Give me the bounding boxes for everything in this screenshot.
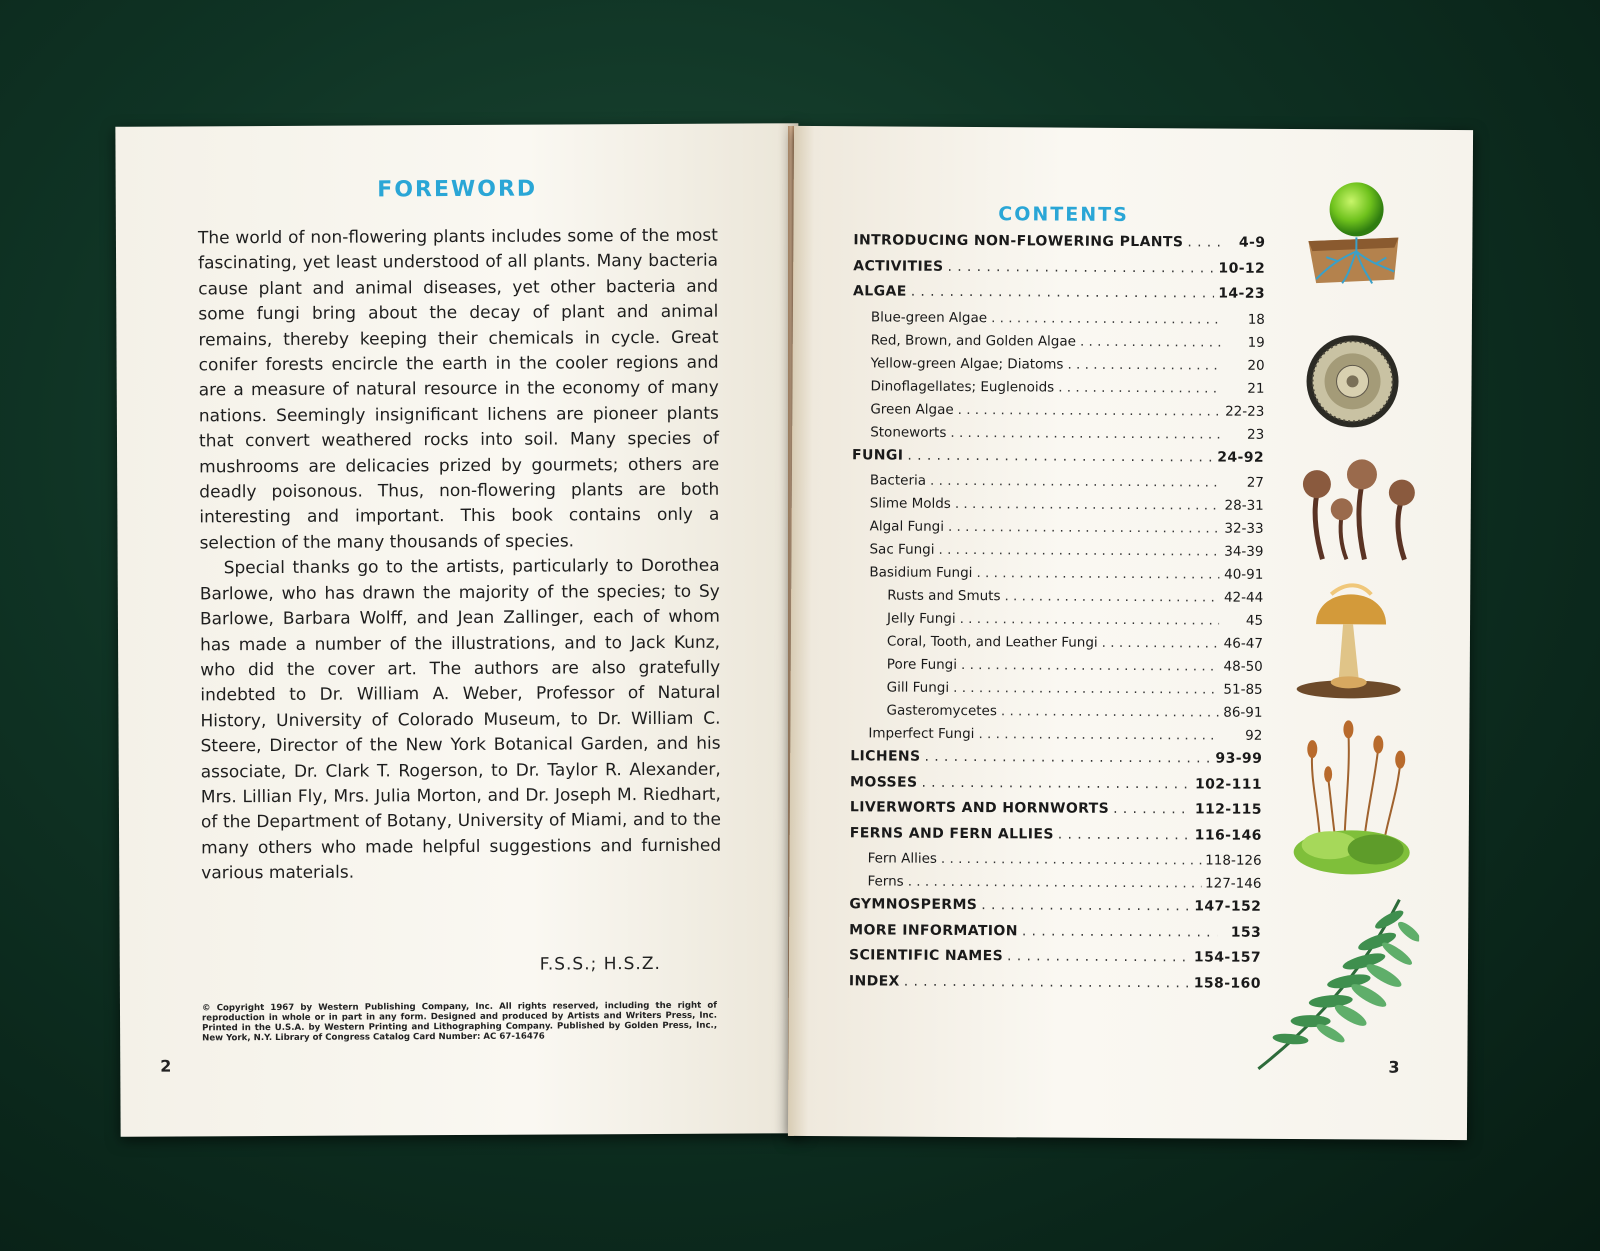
toc-leader-dots xyxy=(924,749,1211,767)
toc-entry-label: Dinoflagellates; Euglenoids xyxy=(870,377,1055,396)
toc-entry-pages: 93-99 xyxy=(1215,750,1263,767)
author-initials: F.S.S.; H.S.Z. xyxy=(539,953,661,975)
toc-entry-pages: 42-44 xyxy=(1223,589,1264,606)
toc-entry-label: INTRODUCING NON-FLOWERING PLANTS xyxy=(853,232,1184,251)
toc-leader-dots xyxy=(908,874,1201,892)
toc-entry xyxy=(850,850,1262,876)
toc-leader-dots xyxy=(948,519,1220,537)
toc-entry-pages: 147-152 xyxy=(1194,898,1262,915)
toc-entry xyxy=(849,947,1261,975)
toc-entry-pages: 14-23 xyxy=(1218,285,1266,302)
toc-entry-pages: 127-146 xyxy=(1205,875,1262,892)
toc-entry xyxy=(853,232,1265,260)
toc-entry-label: ACTIVITIES xyxy=(853,257,944,275)
toc-entry-label: Gill Fungi xyxy=(886,679,950,696)
left-page xyxy=(115,123,803,1137)
toc-leader-dots xyxy=(1004,588,1219,605)
foreword-paragraph-1: The world of non-flowering plants includes some of the most fascinating, yet least understood of all plants. Many bacteria cause plant and animal diseases, yet other bacteria and some fungi bring about the decay of plant and animal remains, thereby keeping their chemicals in cycle. Great conifer forests encircle the earth in the cooler regions and are a measure of natural resource in the economy of many nations. Seemingly insignificant lichens are pioneer plants that convert weathered rocks into soil. Many species of mushrooms are delicacies prized by gourmets; others are deadly poisonous. Thus, non-flowering plants are both interesting and important. This book contains only a selection of the many thousands of species. xyxy=(197,225,720,554)
toc-leader-dots xyxy=(1113,801,1191,817)
toc-entry xyxy=(852,472,1264,498)
foreword-body xyxy=(198,224,721,887)
toc-entry xyxy=(851,610,1263,636)
toc-leader-dots xyxy=(960,611,1220,629)
toc-entry-pages: 20 xyxy=(1247,357,1265,374)
toc-entry xyxy=(852,447,1264,475)
toc-leader-dots xyxy=(1058,826,1191,843)
toc-entry xyxy=(850,799,1262,827)
toc-entry-pages: 51-85 xyxy=(1223,681,1263,698)
toc-leader-dots xyxy=(907,447,1213,465)
toc-entry-label: LICHENS xyxy=(850,748,921,765)
toc-entry-label: Coral, Tooth, and Leather Fungi xyxy=(886,633,1098,651)
toc-leader-dots xyxy=(950,424,1220,442)
toc-entry-pages: 4-9 xyxy=(1238,234,1266,251)
toc-entry-pages: 86-91 xyxy=(1223,704,1263,721)
toc-entry xyxy=(851,656,1263,682)
toc-entry-label: Rusts and Smuts xyxy=(887,587,1001,605)
toc-entry-label: SCIENTIFIC NAMES xyxy=(848,947,1004,965)
toc-entry-label: Stoneworts xyxy=(870,423,947,441)
toc-entry-pages: 18 xyxy=(1247,311,1265,328)
toc-entry xyxy=(853,309,1265,335)
toc-leader-dots xyxy=(1187,234,1221,250)
toc-leader-dots xyxy=(1001,703,1219,720)
toc-entry xyxy=(852,378,1264,404)
toc-entry xyxy=(851,633,1263,659)
toc-entry xyxy=(852,424,1264,450)
mushroom-illustration xyxy=(1291,569,1412,705)
toc-leader-dots xyxy=(1058,379,1220,396)
toc-leader-dots xyxy=(953,680,1219,698)
toc-leader-dots xyxy=(961,657,1219,675)
toc-entry-pages: 10-12 xyxy=(1218,260,1266,277)
toc-entry-label: Slime Molds xyxy=(869,495,951,512)
toc-entry-pages: 154-157 xyxy=(1193,949,1262,966)
page-number-right: 3 xyxy=(1388,1057,1400,1077)
toc-leader-dots xyxy=(921,774,1191,792)
toc-entry-label: Ferns xyxy=(867,873,904,890)
toc-entry-pages: 32-33 xyxy=(1224,520,1264,537)
toc-entry-label: Jelly Fungi xyxy=(887,610,956,627)
toc-entry-label: Fern Allies xyxy=(867,850,937,867)
toc-entry-label: Algal Fungi xyxy=(869,518,945,535)
slime-mold-illustration xyxy=(1286,454,1417,565)
toc-entry xyxy=(850,725,1262,751)
toc-entry-pages: 92 xyxy=(1245,727,1263,744)
toc-leader-dots xyxy=(1067,356,1220,373)
toc-entry-pages: 24-92 xyxy=(1217,449,1265,466)
toc-entry xyxy=(852,401,1264,427)
toc-entry xyxy=(850,702,1262,728)
toc-entry xyxy=(853,355,1265,381)
toc-entry-pages: 158-160 xyxy=(1193,974,1261,992)
toc-entry xyxy=(850,748,1262,776)
toc-entry-label: Gasteromycetes xyxy=(886,702,997,720)
copyright-notice: © Copyright 1967 by Western Publishing Company, Inc. All rights reserved, including the right of reproduction in whole or in part in any form. Designed and produced by Artists and Writers Press, Inc. Printed in the U.S.A. by Western Printing and Lithographing Company. Published by Golden Press, Inc., New York, N.Y. Library of Congress Catalog Card Number: AC 67-16476 xyxy=(201,1000,718,1044)
toc-leader-dots xyxy=(930,473,1220,491)
toc-entry-pages: 116-146 xyxy=(1194,826,1262,844)
toc-entry-pages: 112-115 xyxy=(1194,801,1262,818)
toc-entry-pages: 45 xyxy=(1245,612,1264,629)
toc-entry xyxy=(851,541,1263,567)
toc-entry xyxy=(853,258,1265,286)
right-page xyxy=(788,126,1473,1140)
toc-entry xyxy=(850,825,1262,853)
toc-leader-dots xyxy=(1102,635,1219,652)
foreword-paragraph-2: Special thanks go to the artists, particularly to Dorothea Barlowe, who has drawn the majority of the species; to Sy Barlowe, Barbara Wolff, and Jean Zallinger, each of whom has made a number of the illustrations, and to Jack Kunz, who did the cover art. The authors are also gratefully indebted to Dr. William A. Weber, Professor of Natural History, University of Colorado Museum, to Dr. William C. Steere, Director of the New York Botanical Garden, and his associate, Dr. Clark T. Rogerson, to Dr. Taylor R. Alexander, Mrs. Lillian Fly, Mrs. Julia Morton, and Dr. Joseph M. Riedhart, of the Department of Botany, University of Miami, and to the many others who made helpful suggestions and furnished various materials. xyxy=(199,555,722,884)
toc-leader-dots xyxy=(948,258,1215,276)
toc-entry xyxy=(849,896,1261,924)
toc-leader-dots xyxy=(958,401,1221,419)
toc-leader-dots xyxy=(978,726,1218,743)
toc-entry-pages: 46-47 xyxy=(1223,635,1263,652)
toc-entry xyxy=(852,518,1264,544)
toc-entry-pages: 27 xyxy=(1246,474,1264,491)
toc-entry xyxy=(849,973,1261,1001)
toc-entry-label: MOSSES xyxy=(850,773,918,791)
toc-entry-pages: 21 xyxy=(1247,380,1265,397)
toc-entry-pages: 102-111 xyxy=(1194,775,1263,793)
toc-entry xyxy=(853,283,1265,311)
toc-leader-dots xyxy=(991,310,1221,327)
toc-leader-dots xyxy=(941,851,1201,869)
toc-entry xyxy=(849,873,1261,899)
page-number-left: 2 xyxy=(160,1056,172,1076)
toc-entry xyxy=(851,679,1263,705)
diatom-illustration xyxy=(1302,331,1403,432)
toc-entry-label: Imperfect Fungi xyxy=(868,725,975,743)
toc-entry-label: Yellow-green Algae; Diatoms xyxy=(870,354,1064,373)
toc-entry xyxy=(852,495,1264,521)
toc-leader-dots xyxy=(1007,948,1190,965)
toc-entry-label: FUNGI xyxy=(852,446,904,464)
foreword-title: FOREWORD xyxy=(377,176,538,203)
moss-illustration xyxy=(1290,717,1416,878)
table-of-contents xyxy=(849,232,1266,1001)
toc-entry-pages: 40-91 xyxy=(1224,566,1264,583)
toc-leader-dots xyxy=(904,973,1190,991)
toc-entry-label: FERNS AND FERN ALLIES xyxy=(849,824,1054,843)
toc-entry-label: GYMNOSPERMS xyxy=(849,896,978,914)
toc-entry-pages: 48-50 xyxy=(1223,658,1263,675)
toc-entry xyxy=(851,587,1263,613)
toc-entry-pages: 153 xyxy=(1230,924,1262,941)
toc-leader-dots xyxy=(938,542,1219,560)
toc-entry-label: ALGAE xyxy=(853,283,907,300)
toc-entry-label: Green Algae xyxy=(870,400,954,418)
toc-entry xyxy=(851,564,1263,590)
toc-entry xyxy=(849,922,1261,950)
toc-entry-label: Bacteria xyxy=(869,472,927,489)
toc-entry-label: INDEX xyxy=(848,972,900,990)
toc-entry-label: Sac Fungi xyxy=(869,541,935,558)
toc-entry-pages: 118-126 xyxy=(1205,852,1262,869)
toc-leader-dots xyxy=(1022,923,1217,940)
toc-entry-pages: 34-39 xyxy=(1224,543,1264,560)
toc-leader-dots xyxy=(1080,333,1221,350)
toc-entry-label: Pore Fungi xyxy=(886,656,958,673)
toc-entry xyxy=(850,774,1262,802)
toc-entry-label: Basidium Fungi xyxy=(869,564,973,582)
toc-entry-pages: 22-23 xyxy=(1225,403,1265,420)
toc-entry-label: LIVERWORTS AND HORNWORTS xyxy=(849,799,1110,817)
toc-entry-label: Blue-green Algae xyxy=(870,308,988,326)
contents-title: CONTENTS xyxy=(998,203,1129,226)
open-book xyxy=(110,120,1470,1140)
seedling-spore-illustration xyxy=(1298,179,1409,300)
toc-entry-pages: 28-31 xyxy=(1224,497,1264,514)
toc-entry-pages: 23 xyxy=(1246,426,1265,443)
toc-entry-label: MORE INFORMATION xyxy=(849,921,1018,939)
toc-leader-dots xyxy=(911,284,1215,302)
toc-leader-dots xyxy=(976,565,1219,582)
toc-leader-dots xyxy=(981,897,1190,914)
toc-entry xyxy=(853,332,1265,358)
toc-leader-dots xyxy=(955,496,1220,514)
toc-entry-label: Red, Brown, and Golden Algae xyxy=(870,331,1077,350)
toc-entry-pages: 19 xyxy=(1247,334,1265,351)
fern-illustration xyxy=(1248,889,1419,1080)
